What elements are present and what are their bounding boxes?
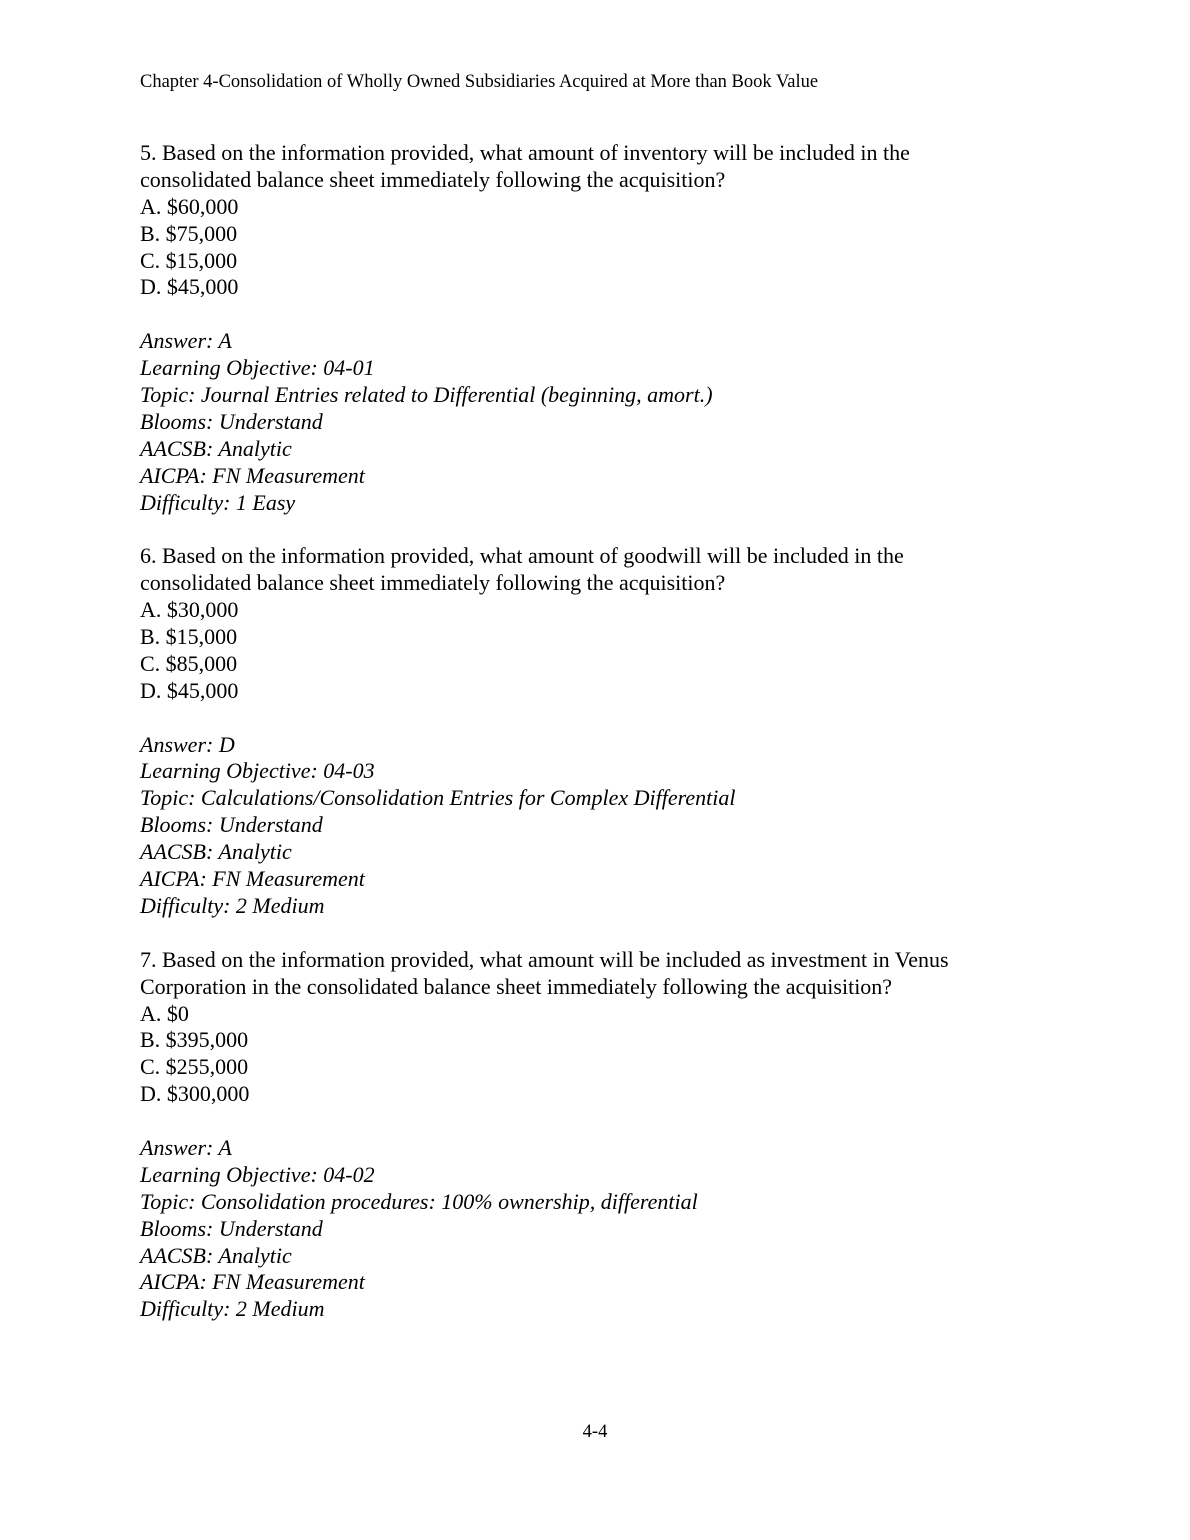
answer-option-c: C. $255,000: [140, 1054, 249, 1080]
answer-option-c: C. $15,000: [140, 247, 238, 273]
aicpa: AICPA: FN Measurement: [140, 1269, 365, 1295]
blooms: Blooms: Understand: [140, 812, 323, 838]
question-stem-line: 7. Based on the information provided, what amount will be included as investment in Venus: [140, 946, 949, 972]
topic: Topic: Consolidation procedures: 100% ownership, differential: [140, 1188, 698, 1214]
aacsb: AACSB: Analytic: [140, 839, 292, 865]
answer-option-a: A. $60,000: [140, 193, 239, 219]
spacer: [140, 516, 1040, 543]
answer-key: Answer: D: [140, 731, 235, 757]
spacer: [140, 920, 1040, 947]
answer-options: [140, 597, 1040, 705]
spacer: [140, 1108, 1040, 1135]
answer-option-b: B. $15,000: [140, 624, 238, 650]
page-header: Chapter 4-Consolidation of Wholly Owned Subsidiaries Acquired at More than Book Value: [140, 72, 819, 92]
question-stem-line: Corporation in the consolidated balance sheet immediately following the acquisition?: [140, 973, 893, 999]
blooms: Blooms: Understand: [140, 1215, 323, 1241]
answer-option-d: D. $45,000: [140, 274, 239, 300]
answer-options: [140, 1001, 1040, 1109]
question-6: [140, 543, 1040, 946]
answer-options: [140, 194, 1040, 302]
question-stem: [140, 140, 1040, 194]
aacsb: AACSB: Analytic: [140, 1242, 292, 1268]
questions-content: [140, 140, 1040, 1323]
topic: Topic: Journal Entries related to Differential (beginning, amort.): [140, 382, 713, 408]
difficulty: Difficulty: 1 Easy: [140, 489, 296, 515]
answer-option-a: A. $30,000: [140, 597, 239, 623]
difficulty: Difficulty: 2 Medium: [140, 892, 325, 918]
learning-objective: Learning Objective: 04-02: [140, 1161, 375, 1187]
question-stem-line: 5. Based on the information provided, what amount of inventory will be included in the: [140, 140, 910, 165]
learning-objective: Learning Objective: 04-03: [140, 758, 375, 784]
spacer: [140, 301, 1040, 328]
question-stem: [140, 947, 1040, 1001]
question-stem-line: consolidated balance sheet immediately following the acquisition?: [140, 166, 726, 192]
question-stem-line: 6. Based on the information provided, what amount of goodwill will be included in the: [140, 543, 904, 569]
answer-metadata: [140, 1135, 1040, 1323]
topic: Topic: Calculations/Consolidation Entries for Complex Differential: [140, 785, 736, 811]
question-stem-line: consolidated balance sheet immediately following the acquisition?: [140, 570, 726, 596]
answer-option-a: A. $0: [140, 1000, 189, 1026]
question-stem: [140, 543, 1040, 597]
page-number: 4-4: [582, 1422, 608, 1442]
answer-metadata: [140, 328, 1040, 516]
learning-objective: Learning Objective: 04-01: [140, 355, 375, 381]
question-7: [140, 947, 1040, 1323]
aacsb: AACSB: Analytic: [140, 435, 292, 461]
aicpa: AICPA: FN Measurement: [140, 866, 365, 892]
spacer: [140, 705, 1040, 732]
question-5: [140, 140, 1040, 543]
answer-key: Answer: A: [140, 328, 232, 354]
answer-option-b: B. $75,000: [140, 220, 238, 246]
difficulty: Difficulty: 2 Medium: [140, 1296, 325, 1322]
answer-option-d: D. $45,000: [140, 677, 239, 703]
answer-option-d: D. $300,000: [140, 1081, 250, 1107]
answer-metadata: [140, 732, 1040, 920]
answer-option-b: B. $395,000: [140, 1027, 249, 1053]
answer-key: Answer: A: [140, 1134, 232, 1160]
blooms: Blooms: Understand: [140, 408, 323, 434]
aicpa: AICPA: FN Measurement: [140, 462, 365, 488]
answer-option-c: C. $85,000: [140, 650, 238, 676]
